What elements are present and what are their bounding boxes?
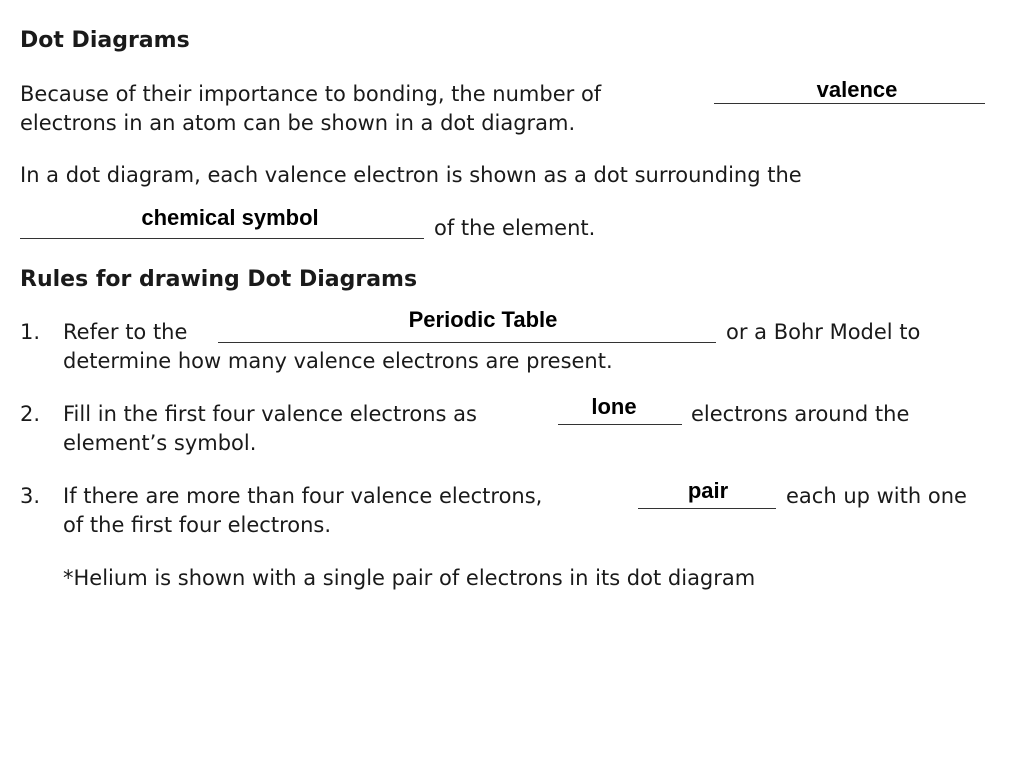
rule-2-answer: lone [591, 394, 637, 419]
rule-1-line2: determine how many valence electrons are present. [63, 349, 613, 373]
helium-note: *Helium is shown with a single pair of electrons in its dot diagram [63, 566, 756, 590]
rule-2-line1-before: Fill in the first four valence electrons as [63, 402, 477, 426]
rule-1-number: 1. [20, 320, 41, 344]
rule-1-answer: Periodic Table [408, 307, 558, 332]
para2-line1: In a dot diagram, each valence electron is shown as a dot surrounding the [20, 163, 802, 187]
rule-3-line1-before: If there are more than four valence electrons, [63, 484, 543, 508]
page-title: Dot Diagrams [20, 28, 190, 53]
rule-3-number: 3. [20, 484, 41, 508]
para1-blank [714, 103, 985, 104]
para1-line2: electrons in an atom can be shown in a dot diagram. [20, 111, 576, 135]
para2-blank [20, 238, 424, 239]
rule-2-blank [558, 424, 682, 425]
rule-2-line1-after: electrons around the [691, 402, 910, 426]
rule-1-blank [218, 342, 716, 343]
rule-3-line1-after: each up with one [786, 484, 967, 508]
rule-1-line1-before: Refer to the [63, 320, 188, 344]
rule-3-answer: pair [687, 478, 729, 503]
rule-1-line1-after: or a Bohr Model to [726, 320, 921, 344]
rule-3-blank [638, 508, 776, 509]
para1-answer: valence [816, 77, 898, 102]
rule-3-line2: of the first four electrons. [63, 513, 332, 537]
para2-line2-after: of the element. [434, 216, 596, 240]
para1-line1: Because of their importance to bonding, the number of [20, 82, 602, 106]
para2-answer: chemical symbol [141, 205, 319, 230]
rule-2-number: 2. [20, 402, 41, 426]
rules-heading: Rules for drawing Dot Diagrams [20, 267, 418, 292]
rule-2-line2: element’s symbol. [63, 431, 257, 455]
